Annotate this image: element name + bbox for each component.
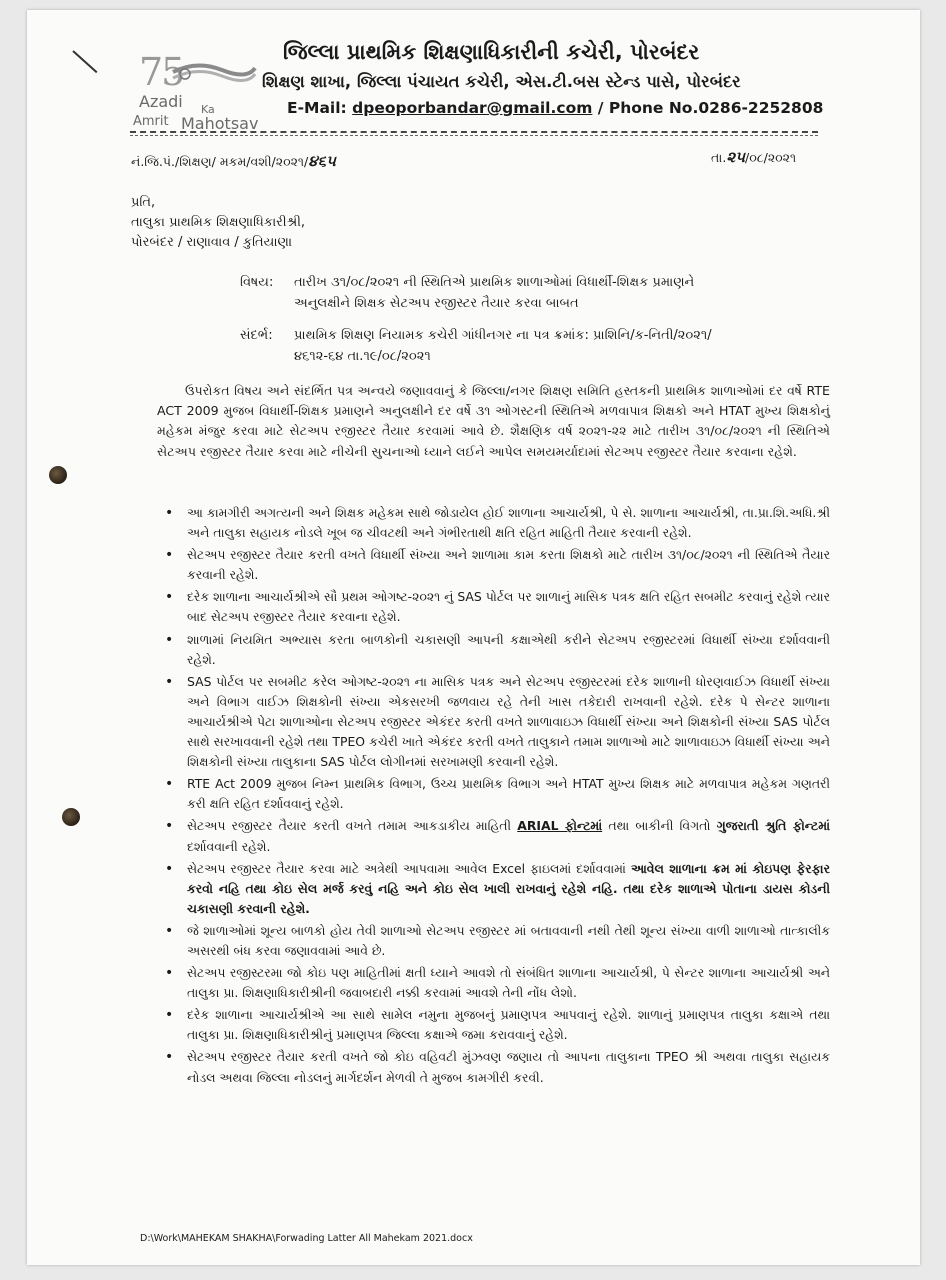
font-post: દર્શાવવાની રહેશે. — [187, 838, 271, 854]
ref-prefix: નં.જિ.પં./શિક્ષણ/ મકમ/વશી/૨૦૨૧/ — [131, 154, 309, 169]
logo-line2b: Mahotsav — [181, 114, 259, 133]
list-item: • RTE Act 2009 મુજબ નિમ્ન પ્રાથમિક વિભાગ, ઉચ્ચ પ્રાથમિક વિભાગ અને HTAT મુખ્ય શિક્ષક માટે મળવાપાત્ર મહેકમ ગણતરી કરી ક્ષતિ રહિત દર્શાવવાનું રહેશે. — [157, 774, 830, 814]
excel-pre: સેટઅપ રજીસ્ટર તૈયાર કરવા માટે અત્રેથી આપવામા આવેલ Excel ફાઇલમાં દર્શાવવામાં — [187, 860, 631, 876]
instruction-list — [157, 503, 830, 1090]
pen-mark — [72, 50, 97, 73]
font-pre: સેટઅપ રજીસ્ટર તૈયાર કરતી વખતે તમામ આકડાકીય માહિતી — [187, 818, 518, 834]
date-prefix: તા. — [711, 150, 727, 165]
logo-line2a: Amrit — [133, 114, 169, 129]
logo-line1: Azadi — [139, 92, 183, 111]
reference-line2: ૪૬૧૨-૬૪ તા.૧૯/૦૮/૨૦૨૧ — [294, 349, 431, 364]
list-item-font — [157, 816, 830, 856]
office-title: જિલ્લા પ્રાથમિક શિક્ષણાધિકારીની કચેરી, પોરબંદર — [283, 40, 700, 64]
subject-block — [240, 272, 694, 314]
recipient-line2: તાલુકા પ્રાથમિક શિક્ષણાધિકારીશ્રી, — [131, 215, 306, 230]
list-item: • સેટઅપ રજીસ્ટર તૈયાર કરતી વખતે જો કોઇ વહિવટી મુંઝવણ જણાય તો આપના તાલુકાના TPEO શ્રી અથવા તાલુકા સહાયક નોડલ અથવા જિલ્લા નોડલનું માર્ગદર્શન મેળવી તે મુજબ કામગીરી કરવી. — [157, 1047, 830, 1087]
list-item: • આ કામગીરી અગત્યની અને શિક્ષક મહેકમ સાથે જોડાયેલ હોઈ શાળાના આચાર્યશ્રી, પે સે. શાળાના આચાર્યશ્રી, તા.પ્રા.શિ.અધિ.શ્રી અને તાલુકા સહાયક નોડલે ખૂબ જ ચીવટથી અને ગંભીરતાથી ક્ષતિ રહિત માહિતી તૈયાર કરવાની રહેશે. — [157, 503, 830, 543]
list-item: • શાળામાં નિયમિત અભ્યાસ કરતા બાળકોની ચકાસણી આપની કક્ષાએથી કરીને સેટઅપ રજીસ્ટરમાં વિધાર્થી સંખ્યા દર્શાવવાની રહેશે. — [157, 630, 830, 670]
subject-line1: તારીખ ૩૧/૦૮/૨૦૨૧ ની સ્થિતિએ પ્રાથમિક શાળાઓમાં વિધાર્થી-શિક્ષક પ્રમાણને — [294, 275, 695, 290]
list-item: • SAS પોર્ટલ પર સબમીટ કરેલ ઓગષ્ટ-૨૦૨૧ ના માસિક પત્રક અને સેટઅપ રજીસ્ટરમાં દરેક શાળાની ધોરણવાઈઝ વિધાર્થી સંખ્યા અને વિભાગ વાઈઝ શિક્ષકોની સંખ્યા એકસરખી જળવાય રહે તેની ખાસ તકેદારી રાખવાની રહેશે. દરેક પે સેન્ટર શાળાના આચાર્યશ્રીએ પેટા શાળાઓના સેટઅપ રજીસ્ટર એકંદર કરતી વખતે શાળાવાઇઝ વિધાર્થી સંખ્યા અને શિક્ષકોની સંખ્યા SAS પોર્ટલ સાથે સરખાવવાની રહેશે તથા TPEO કચેરી ખાતે એકંદર કરતી વખતે તાલુકાને તમામ શાળાઓ માટે શાળાવાઇઝ વિધાર્થી સંખ્યા અને શિક્ષકોની સંખ્યા તાલુકાના SAS પોર્ટલ લોગીનમાં સરખામણી કરવાની રહેશે. — [157, 672, 830, 772]
logo-line1b: Ka — [201, 103, 215, 116]
letter-date — [711, 148, 796, 166]
date-suffix: /૦૮/૨૦૨૧ — [745, 150, 797, 165]
ref-handwritten-number: ૪૬૫ — [308, 152, 336, 170]
list-item-excel — [157, 859, 830, 919]
flag-ribbon-icon — [167, 58, 257, 88]
email-label: E-Mail: — [287, 99, 353, 117]
recipient-block — [131, 193, 305, 253]
punch-hole — [49, 466, 67, 484]
reference-label: સંદર્ભ: — [240, 328, 273, 343]
email-link[interactable]: dpeoporbandar@gmail.com — [352, 99, 593, 117]
file-path-footer: D:\Work\MAHEKAM SHAKHA\Forwading Latter All Mahekam 2021.docx — [140, 1233, 473, 1244]
office-address: શિક્ષણ શાખા, જિલ્લા પંચાયત કચેરી, એસ.ટી.બસ સ્ટેન્ડ પાસે, પોરબંદર — [262, 72, 741, 91]
recipient-line1: પ્રતિ, — [131, 195, 156, 210]
subject-line2: અનુલક્ષીને શિક્ષક સેટઅપ રજીસ્ટર તૈયાર કરવા બાબત — [294, 296, 579, 311]
list-item: • દરેક શાળાના આચાર્યશ્રીએ સૌ પ્રથમ ઓગષ્ટ-૨૦૨૧ નું SAS પોર્ટલ પર શાળાનું માસિક પત્રક ક્ષતિ રહિત સબમીટ કરવાનું રહેશે ત્યાર બાદ સેટઅપ રજીસ્ટર તૈયાર કરવાના રહેશે. — [157, 587, 830, 627]
list-item: • દરેક શાળાના આચાર્યશ્રીએ આ સાથે સામેલ નમુના મુજબનું પ્રમાણપત્ર આપવાનું રહેશે. શાળાનું પ્રમાણપત્ર તાલુકા કક્ષાએ તથા તાલુકા પ્રા. શિક્ષણાધિકારીશ્રીનું પ્રમાણપત્ર જિલ્લા કક્ષાએ જમા કરાવવાનું રહેશે. — [157, 1005, 830, 1045]
list-item: • સેટઅપ રજીસ્ટર તૈયાર કરતી વખતે વિધાર્થી સંખ્યા અને શાળામા કામ કરતા શિક્ષકો માટે તારીખ ૩૧/૦૮/૨૦૨૧ ની સ્થિતિએ તૈયાર કરવાની રહેશે. — [157, 545, 830, 585]
font-mid: તથા બાકીની વિગતો — [602, 818, 717, 834]
intro-text: ઉપરોકત વિષય અને સંદર્ભિત પત્ર અન્વયે જણાવવાનું કે જિલ્લા/નગર શિક્ષણ સમિતિ હસ્તકની પ્રાથમિક શાળાઓમાં દર વર્ષે RTE ACT 2009 મુજબ વિધાર્થી-શિક્ષક પ્રમાણને અનુલક્ષીને દર વર્ષે ૩૧ ઓગસ્ટની સ્થિતિએ મળવાપાત્ર શિક્ષકો અને HTAT મુખ્ય શિક્ષકોનું મહેકમ મંજુર કરવા માટે સેટઅપ રજીસ્ટર તૈયાર કરવામાં આવે છે. શૈક્ષણિક વર્ષ ૨૦૨૧-૨૨ માટે તારીખ ૩૧/૦૮/૨૦૨૧ ની સ્થિતિએ સેટઅપ રજીસ્ટર તૈયાર કરવા માટે નીચેની સુચનાઓ ધ્યાને લઈને આપેલ સમયમર્યાદામાં સેટઅપ રજીસ્ટર તૈયાર કરવાના રહેશે. — [157, 383, 830, 459]
azadi-ka-amrit-mahotsav-logo — [129, 50, 289, 140]
header-divider — [130, 131, 818, 133]
phone-text: / Phone No.0286-2252808 — [592, 99, 824, 117]
punch-hole — [62, 808, 80, 826]
list-item: • સેટઅપ રજીસ્ટરમા જો કોઇ પણ માહિતીમાં ક્ષતી ધ્યાને આવશે તો સંબંધિત શાળાના આચાર્યશ્રી, પે સેન્ટર શાળાના આચાર્યશ્રી અને તાલુકા પ્રા. શિક્ષણાધિકારીશ્રીની જવાબદારી નક્કી કરવામાં આવશે તેની નોંધ લેશો. — [157, 963, 830, 1003]
header-divider-secondary — [130, 135, 818, 136]
logo-number: 75 — [139, 50, 184, 94]
reference-line1: પ્રાથમિક શિક્ષણ નિયામક કચેરી ગાંધીનગર ના પત્ર ક્રમાંક: પ્રાશિનિ/ક-નિતી/૨૦૨૧/ — [294, 328, 712, 343]
subject-label: વિષય: — [240, 275, 274, 290]
excel-emphasis: આવેલ શાળાના ક્રમ માં કોઇપણ ફેરફાર કરવો નહિ તથા કોઇ સેલ મર્જ કરવું નહિ અને કોઇ સેલ ખાલી રાખવાનું રહેશે નહિ. તથા દરેક શાળાએ પોતાના ડાયસ કોડની ચકાસણી કરવાની રહેશે. — [187, 860, 830, 916]
reference-number — [131, 152, 336, 170]
font-arial-emphasis: ARIAL ફોન્ટમાં — [517, 818, 603, 834]
contact-line — [287, 99, 823, 117]
font-shruti-emphasis: ગુજરાતી શ્રુતિ ફોન્ટમાં — [716, 818, 830, 834]
recipient-line3: પોરબંદર / રાણાવાવ / કુતિયાણા — [131, 235, 293, 250]
list-item: • જે શાળાઓમાં શૂન્ય બાળકો હોય તેવી શાળાઓ સેટઅપ રજીસ્ટર માં બતાવવાની નથી તેથી શૂન્ય સંખ્યા વાળી શાળાઓ તાત્કાલીક અસરથી બંધ કરવા જણાવવામાં આવે છે. — [157, 921, 830, 961]
reference-letter-block — [240, 325, 712, 367]
date-handwritten-day: ૨૫ — [726, 148, 745, 166]
intro-paragraph — [157, 381, 830, 462]
